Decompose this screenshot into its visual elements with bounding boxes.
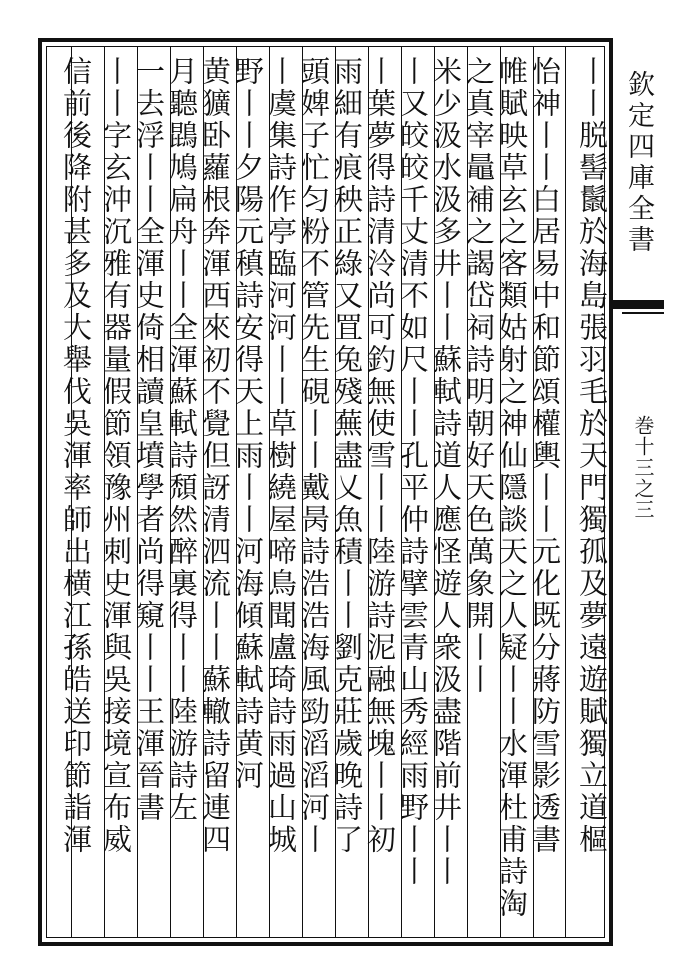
- text-column-6: 丨又皎皎千丈清不如尺丨丨孔平仲詩擘雲青山秀經雨野丨丨: [396, 56, 430, 888]
- text-column-5: 米少汲水汲多井丨丨蘇軾詩道人應怪遊人衆汲盡階前井丨丨: [429, 56, 463, 888]
- text-column-13: 月聽鵾鳩扁舟丨丨全渾蘇軾詩頹然醉裏得丨丨陸游詩左: [165, 56, 199, 824]
- text-column-10: 丨虞集詩作亭臨河河丨丨草樹繞屋啼鳥聞盧琦詩雨過山城: [264, 56, 298, 856]
- margin-title: 欽定四庫全書: [623, 70, 654, 256]
- text-column-12: 黄獷卧蘿根奔渾西來初不覺但訝清泗流丨丨蘇轍詩留連四: [198, 56, 232, 856]
- fishtail-mark: [612, 300, 664, 322]
- text-column-4: 之真宰鼂補之謁岱祠詩明朝好天色萬象開丨丨: [462, 56, 496, 696]
- text-column-7: 丨葉夢得詩清泠尚可釣無使雪丨丨陸游詩泥融無塊丨丨初: [363, 56, 397, 856]
- text-column-8: 雨細有痕秧正綠又罝兔殘蕪盡乂魚積丨丨劉克莊歲晚詩了: [330, 56, 364, 856]
- text-column-3: 帷賦映草玄之客類姑射之神仙隱談天之人疑丨丨水渾杜甫詩淘: [495, 56, 529, 920]
- text-column-9: 頭婢子忙匀粉不管先生硯丨丨戴昺詩浩浩海風勁滔滔河丨: [297, 56, 331, 856]
- margin-volume: 巻十三之三: [631, 415, 655, 520]
- column-rule: [565, 46, 566, 938]
- text-column-11: 野丨丨夕陽元稹詩安得天上雨丨丨河海傾蘇軾詩黄河: [231, 56, 265, 792]
- text-column-16: 信前後降附甚多及大舉伐吳渾率師出横江孫皓送印節詣渾: [59, 56, 93, 856]
- text-column-1: 丨丨脱髻鬛於海島張羽毛於天門獨孤及夢遠遊賦獨立道樞: [575, 56, 609, 856]
- text-column-14: 一去浮丨丨全渾史倚相讀皇墳學者尚得窺丨丨王渾晉書: [132, 56, 166, 824]
- text-column-15: 丨丨字玄沖沉雅有器量假節領豫州刺史渾與吳接境宣布威: [99, 56, 133, 856]
- text-column-2: 怡神丨丨白居易中和節頌權輿丨丨元化既分蔣防雪影透書: [528, 56, 562, 856]
